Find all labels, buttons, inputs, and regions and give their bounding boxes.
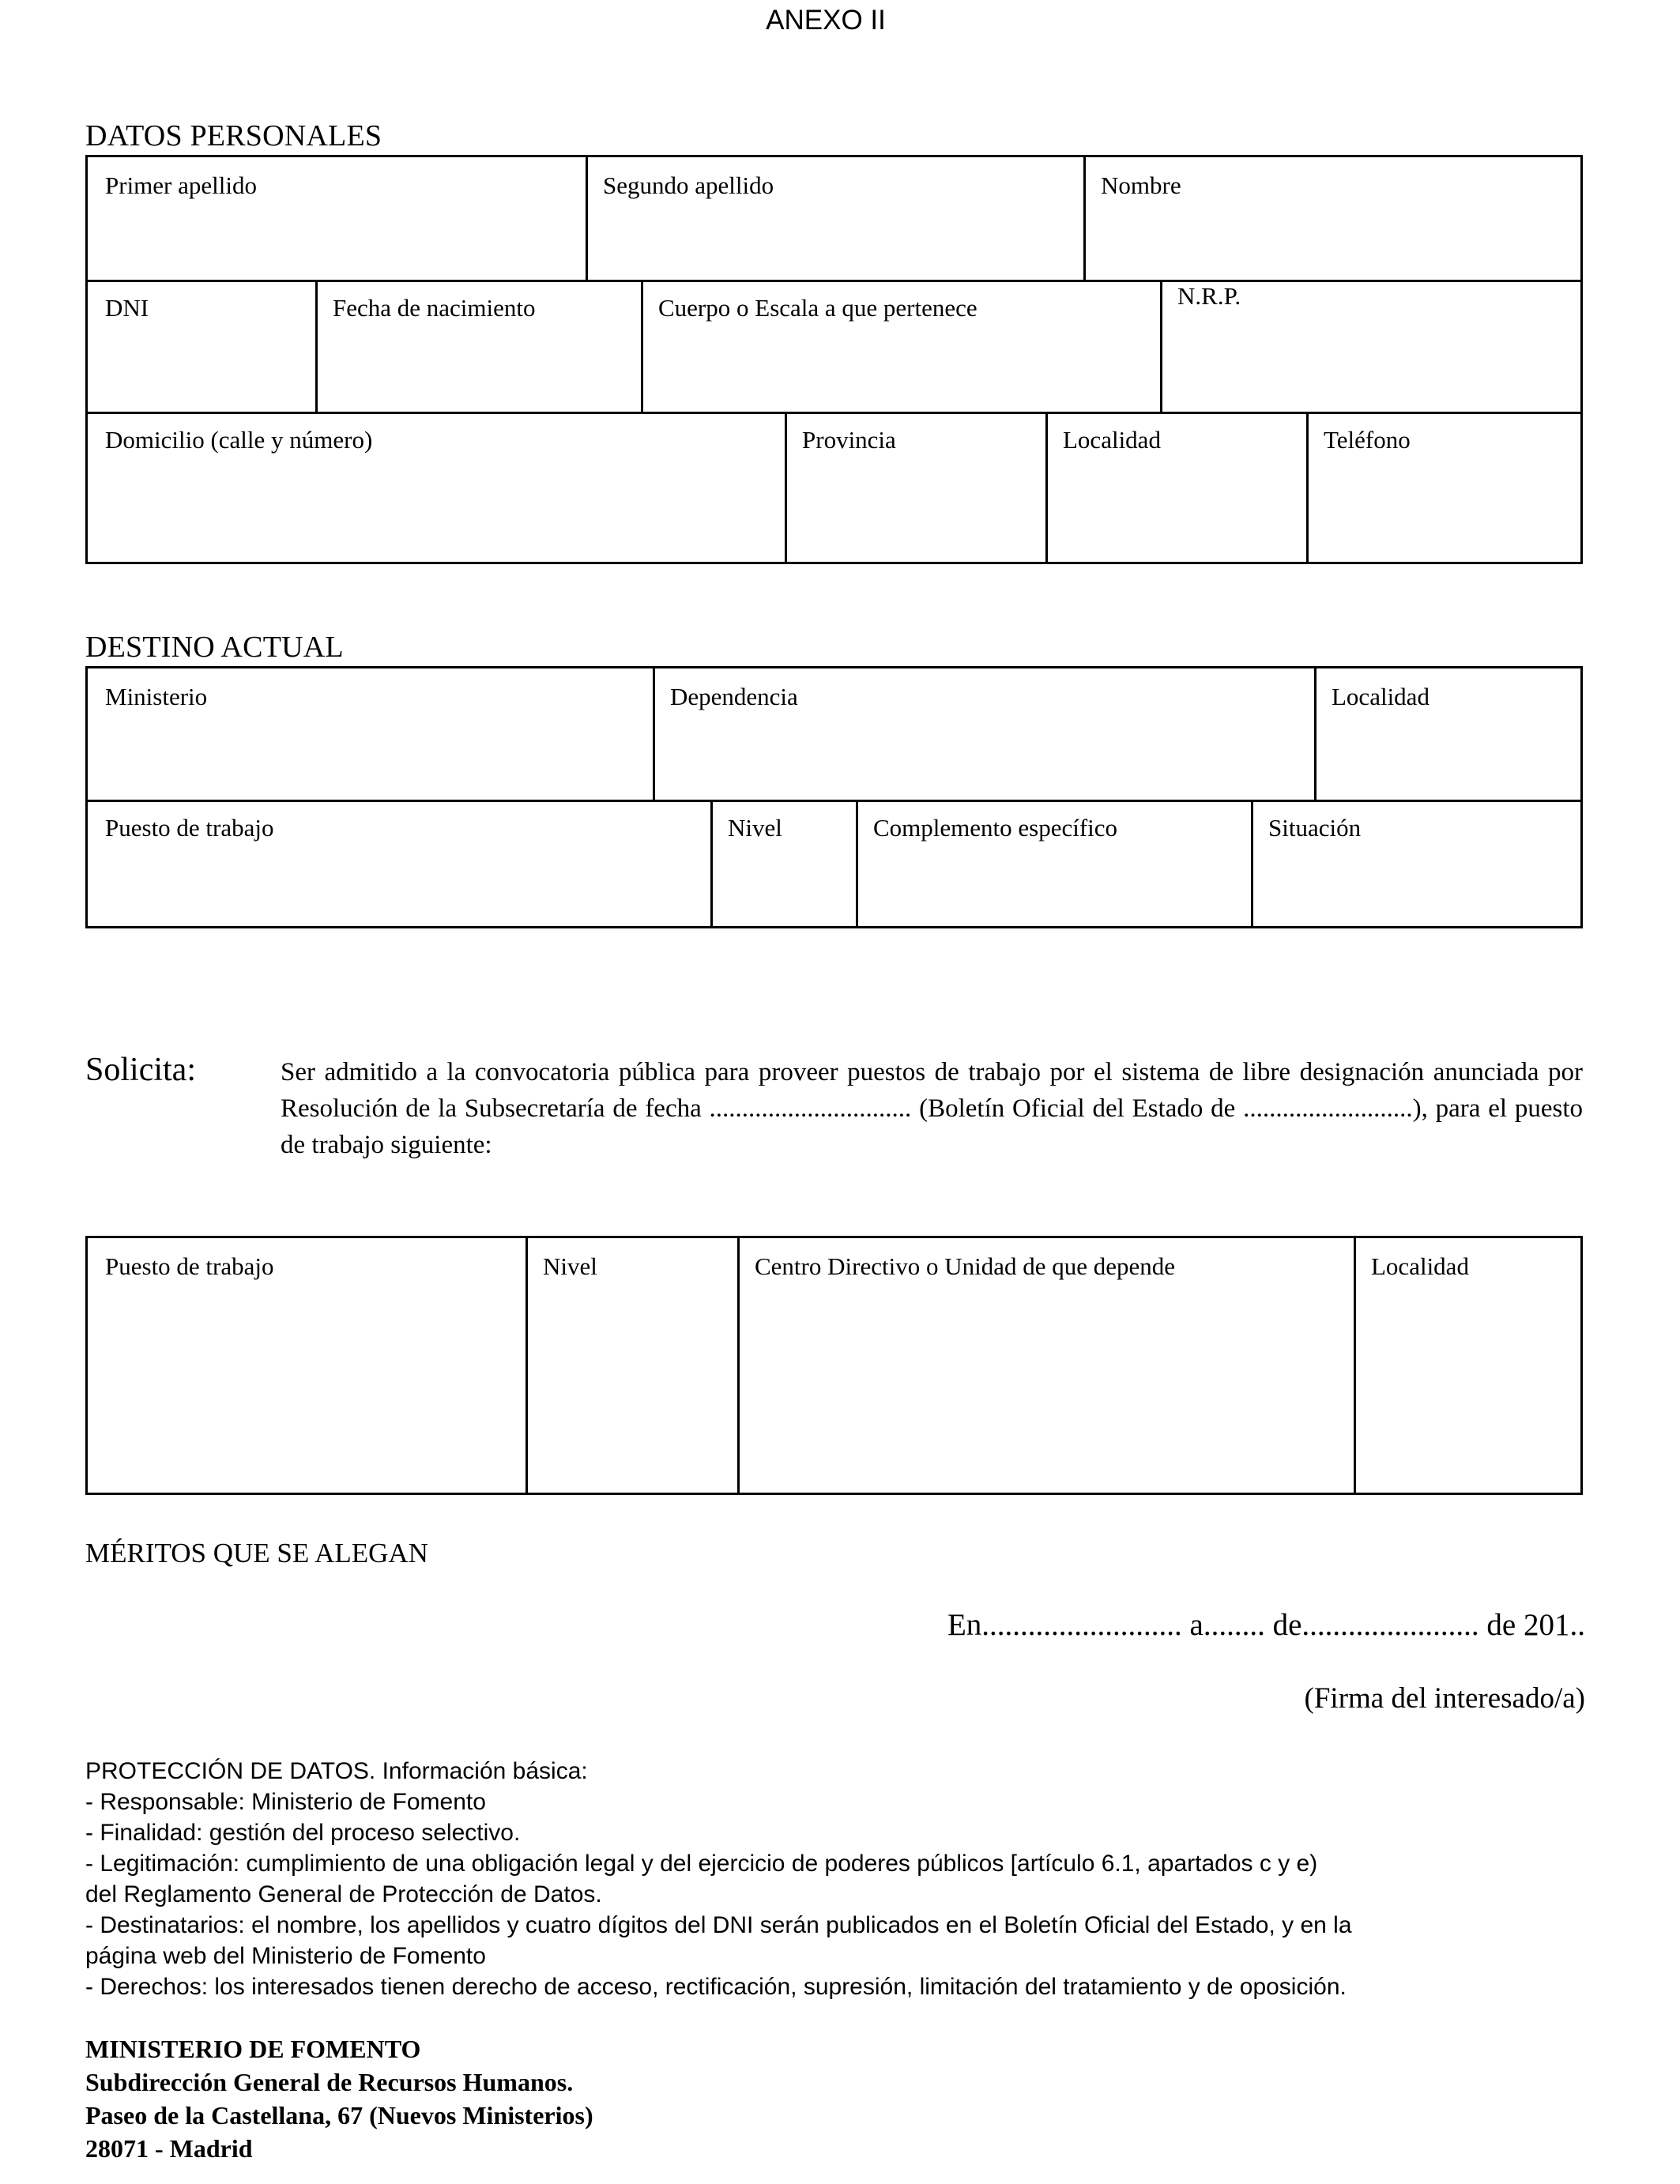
footer-line: Subdirección General de Recursos Humanos. [85, 2068, 574, 2096]
field-label: Teléfono [1324, 426, 1411, 454]
field-label: Domicilio (calle y número) [105, 426, 373, 454]
data-protection-block [85, 1756, 1587, 2002]
field-label: Provincia [802, 426, 896, 454]
footer-line: 28071 - Madrid [85, 2134, 253, 2163]
field-label: N.R.P. [1177, 282, 1241, 310]
field-label: Dependencia [670, 683, 798, 710]
field-label: Puesto de trabajo [105, 1252, 274, 1280]
meritos-title: MÉRITOS QUE SE ALEGAN [85, 1538, 428, 1568]
field-label: Nivel [728, 814, 782, 842]
field-label: Situación [1268, 814, 1362, 842]
field-label: Primer apellido [105, 171, 257, 199]
footer-line: MINISTERIO DE FOMENTO [85, 2035, 421, 2063]
destino-actual-table [85, 666, 1583, 928]
pd-line: - Derechos: los interesados tienen derecho de acceso, rectificación, supresión, limitación del tratamiento y de oposición. [85, 1974, 1347, 2000]
document-title: ANEXO II [766, 5, 886, 36]
pd-line: página web del Ministerio de Fomento [85, 1943, 486, 1969]
pd-line: PROTECCIÓN DE DATOS. Información básica: [85, 1758, 588, 1784]
field-label: DNI [105, 294, 149, 322]
field-label: Puesto de trabajo [105, 814, 274, 842]
field-label: Cuerpo o Escala a que pertenece [658, 294, 977, 322]
solicita-label: Solicita: [85, 1052, 196, 1088]
footer-line: Paseo de la Castellana, 67 (Nuevos Ministerios) [85, 2101, 593, 2129]
section-title-datos-personales: DATOS PERSONALES [85, 119, 382, 153]
puesto-solicitado-table [85, 1236, 1583, 1495]
field-label: Ministerio [105, 683, 208, 710]
field-label: Nombre [1101, 171, 1181, 199]
field-label: Localidad [1371, 1252, 1469, 1280]
field-label: Fecha de nacimiento [333, 294, 536, 322]
field-label: Localidad [1063, 426, 1161, 454]
date-line: En.......................... a........ de....................... de 201.. [947, 1608, 1585, 1642]
field-label: Centro Directivo o Unidad de que depende [755, 1252, 1175, 1280]
signature-line: (Firma del interesado/a) [1304, 1682, 1585, 1715]
field-label: Complemento específico [873, 814, 1118, 842]
solicita-text: Ser admitido a la convocatoria pública para proveer puestos de trabajo por el sistema de libre designación anunciada por Resolución de la Subsecretaría de fecha ............................... (Boletín Oficial del Estado de ..........................), para el puesto de trabajo siguiente: [281, 1058, 1583, 1159]
field-label: Nivel [543, 1252, 597, 1280]
field-label: Localidad [1332, 683, 1430, 710]
section-title-destino-actual: DESTINO ACTUAL [85, 631, 344, 664]
footer-address [85, 2032, 593, 2165]
pd-line: del Reglamento General de Protección de Datos. [85, 1881, 602, 1907]
pd-line: - Destinatarios: el nombre, los apellidos y cuatro dígitos del DNI serán publicados en el Boletín Oficial del Estado, y en la [85, 1912, 1352, 1938]
pd-line: - Finalidad: gestión del proceso selectivo. [85, 1820, 521, 1846]
pd-line: - Legitimación: cumplimiento de una obligación legal y del ejercicio de poderes públicos [artículo 6.1, apartados c y e) [85, 1851, 1318, 1877]
pd-line: - Responsable: Ministerio de Fomento [85, 1789, 486, 1815]
datos-personales-table [85, 155, 1583, 564]
field-label: Segundo apellido [603, 171, 774, 199]
